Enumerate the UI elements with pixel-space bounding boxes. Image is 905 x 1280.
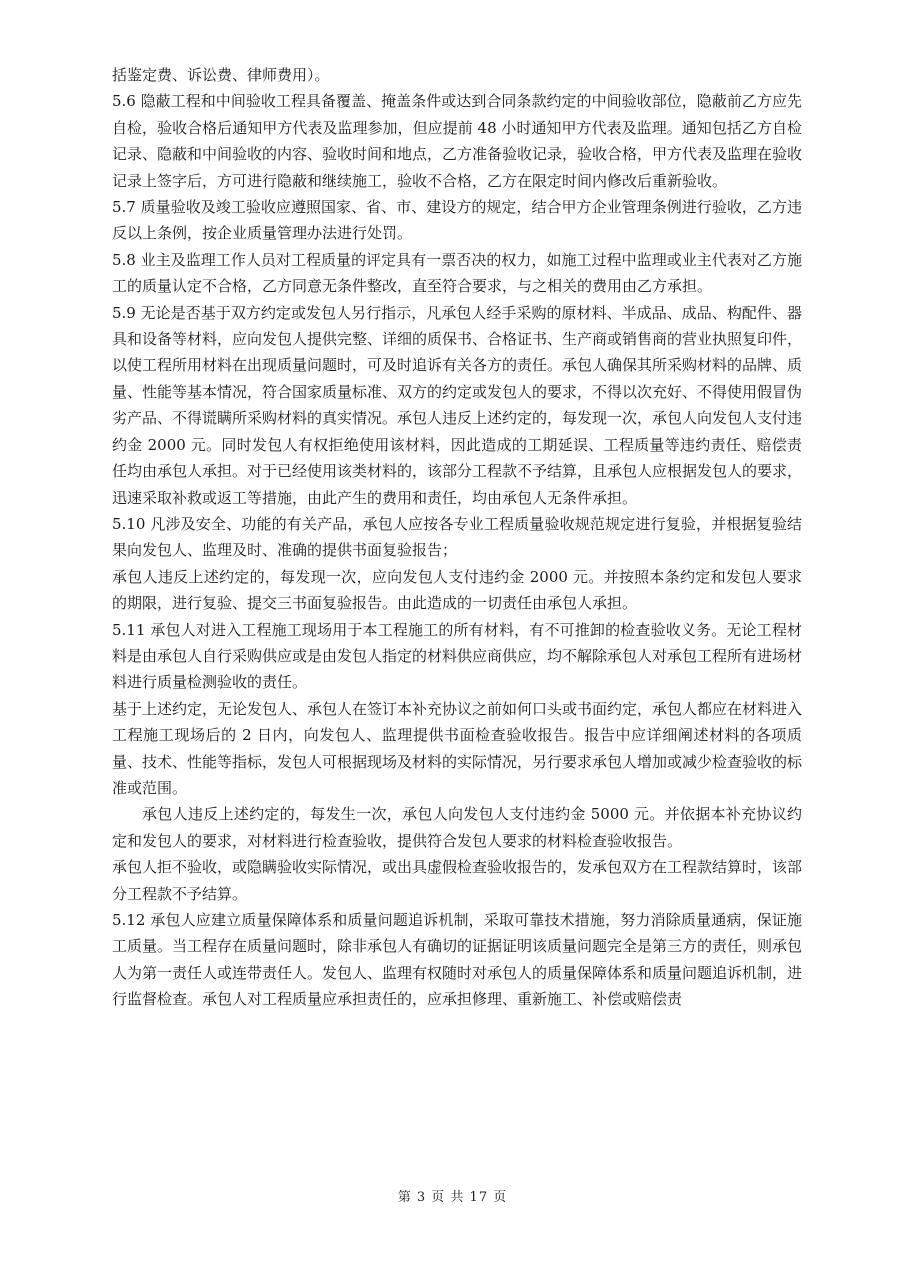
- clause-5-7: 5.7 质量验收及竣工验收应遵照国家、省、市、建设方的规定，结合甲方企业管理条例进行验收，乙方违反以上条例，按企业质量管理办法进行处罚。: [112, 198, 802, 243]
- clause-5-10: 5.10 凡涉及安全、功能的有关产品，承包人应按各专业工程质量验收规范规定进行复验，并根据复验结果向发包人、监理及时、准确的提供书面复验报告；: [112, 514, 802, 560]
- clause-5-10-penalty: 承包人违反上述约定的，每发现一次，应向发包人支付违约金 2000 元。并按照本条约定和发包人要求的期限，进行复验、提交三书面复验报告。由此造成的一切责任由承包人承担。: [112, 567, 802, 613]
- clause-5-12: 5.12 承包人应建立质量保障体系和质量问题追诉机制，采取可靠技术措施，努力消除质量通病，保证施工质量。当工程存在质量问题时，除非承包人有确切的证据证明该质量问题完全是第三方的责任，则承包人为第一责任人或连带责任人。发包人、监理有权随时对承包人的质量保障体系和质量问题追诉机制，进行监督检查。承包人对工程质量应承担责任的，应承担修理、重新施工、补偿或赔偿责: [112, 911, 803, 1009]
- clause-5-11-basis: 基于上述约定，无论发包人、承包人在签订本补充协议之前如何口头或书面约定，承包人都应在材料进入工程施工现场后的 2 日内，向发包人、监理提供书面检查验收报告。报告中应详细阐述材料的各项质量、技术、性能等指标，发包人可根据现场及材料的实际情况，另行要求承包人增加或减少检查验收的标准或范围。: [112, 699, 803, 797]
- clause-5-11-refusal: 承包人拒不验收，或隐瞒验收实际情况，或出具虚假检查验收报告的，发承包双方在工程款结算时，该部分工程款不予结算。: [112, 858, 803, 903]
- clause-5-11-penalty: 承包人违反上述约定的，每发生一次，承包人向发包人支付违约金 5000 元。并依据本补充协议约定和发包人的要求，对材料进行检查验收，提供符合发包人要求的材料检查验收报告。: [112, 805, 802, 850]
- clause-5-8: 5.8 业主及监理工作人员对工程质量的评定具有一票否决的权力，如施工过程中监理或业主代表对乙方施工的质量认定不合格，乙方同意无条件整改，直至符合要求，与之相关的费用由乙方承担。: [112, 250, 802, 296]
- paragraph-continuation: 括鉴定费、诉讼费、律师费用）。: [112, 66, 330, 84]
- clause-5-11: 5.11 承包人对进入工程施工现场用于本工程施工的所有材料，有不可推卸的检查验收义务。无论工程材料是由承包人自行采购供应或是由发包人指定的材料供应商供应，均不解除承包人对承包工程所有进场材料进行质量检测验收的责任。: [112, 620, 803, 692]
- clause-5-9: 5.9 无论是否基于双方约定或发包人另行指示，凡承包人经手采购的原材料、半成品、成品、构配件、器具和设备等材料，应向发包人提供完整、详细的质保书、合格证书、生产商或销售商的营业执照复印件，以使工程所用材料在出现质量问题时，可及时追诉有关各方的责任。承包人确保其所采购材料的品牌、质量、性能等基本情况，符合国家质量标准、双方的约定或发包人的要求，不得以次充好、不得使用假冒伪劣产品、不得谎瞒所采购材料的真实情况。承包人违反上述约定的，每发现一次，承包人向发包人支付违约金 2000 元。同时发包人有权拒绝使用该材料，因此造成的工期延误、工程质量等违约责任、赔偿责任均由承包人承担。对于已经使用该类材料的，该部分工程款不予结算，且承包人应根据发包人的要求，迅速采取补救或返工等措施，由此产生的费用和责任，均由承包人无条件承担。: [112, 303, 803, 507]
- document-body: [112, 62, 802, 1013]
- page-number-footer: 第 3 页 共 17 页: [397, 1190, 508, 1205]
- clause-5-6: 5.6 隐蔽工程和中间验收工程具备覆盖、掩盖条件或达到合同条款约定的中间验收部位，隐蔽前乙方应先自检，验收合格后通知甲方代表及监理参加，但应提前 48 小时通知甲方代表及监理。通知包括乙方自检记录、隐蔽和中间验收的内容、验收时间和地点，乙方准备验收记录，验收合格，甲方代表及监理在验收记录上签字后，方可进行隐蔽和继续施工，验收不合格，乙方在限定时间内修改后重新验收。: [112, 92, 803, 190]
